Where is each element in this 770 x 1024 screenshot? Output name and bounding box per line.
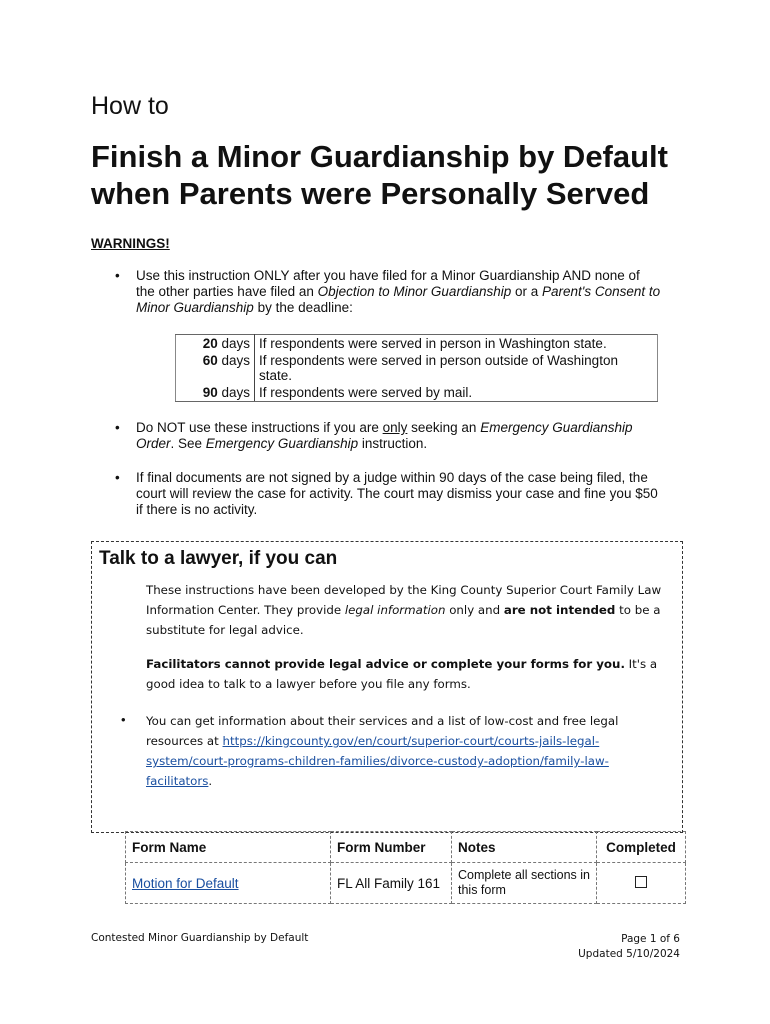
lawyer-bullet-text: You can get information about their services and a list of low-cost and free legal resources at https://kingcounty.gov/en/court/superior-court/courts-jails-legal-system/court-programs-children-families/divorce-custody-adoption/family-law-facilitators. (146, 714, 619, 788)
warning-bullet-3-text: If final documents are not signed by a judge within 90 days of the case being filed, the court will review the case for activity. The court may dismiss your case and fine you $50 if there is no activity. (136, 470, 658, 517)
deadline-row (176, 352, 658, 384)
completed-checkbox[interactable] (635, 876, 647, 888)
deadline-row (176, 384, 658, 402)
pre-title: How to (91, 92, 169, 120)
deadline-condition: If respondents were served by mail. (255, 384, 658, 402)
completed-cell (597, 863, 686, 904)
title-line-2: when Parents were Personally Served (91, 176, 650, 211)
form-name-cell (126, 863, 331, 904)
warning-bullet-1-text: Use this instruction ONLY after you have filed for a Minor Guardianship AND none of the other parties have filed an Objection to Minor Guardianship or a Parent's Consent to Minor Guardianship by the deadline: (136, 268, 661, 315)
deadline-row (176, 335, 658, 353)
bullet-dot-icon: • (115, 420, 120, 435)
forms-table (125, 831, 686, 904)
motion-for-default-link[interactable]: Motion for Default (132, 875, 239, 891)
lawyer-callout-title: Talk to a lawyer, if you can (99, 548, 338, 569)
page-number: Page 1 of 6 (621, 933, 680, 945)
page-title (91, 138, 731, 212)
updated-date: Updated 5/10/2024 (578, 948, 680, 960)
warning-bullet-2-text: Do NOT use these instructions if you are only seeking an Emergency Guardianship Order. See Emergency Guardianship instruction. (136, 420, 633, 451)
deadline-table (175, 334, 658, 402)
lawyer-paragraph-1: These instructions have been developed by the King County Superior Court Family Law Information Center. They provide legal information only and are not intended to be a substitute for legal advice. (146, 583, 662, 637)
column-header-completed: Completed (597, 832, 686, 863)
footer-page-info (578, 932, 680, 962)
column-header-form-number: Form Number (331, 832, 452, 863)
column-header-form-name: Form Name (126, 832, 331, 863)
deadline-days: 20 days (176, 335, 255, 353)
lawyer-paragraph-2: Facilitators cannot provide legal advice or complete your forms for you. It's a good idea to talk to a lawyer before you file any forms. (146, 657, 658, 691)
bullet-dot-icon: • (121, 712, 126, 727)
bullet-dot-icon: • (115, 268, 120, 283)
deadline-days: 90 days (176, 384, 255, 402)
deadline-condition: If respondents were served in person in Washington state. (255, 335, 658, 353)
forms-table-header (126, 832, 686, 863)
form-notes-cell: Complete all sections in this form (452, 863, 597, 904)
facilitators-link[interactable]: https://kingcounty.gov/en/court/superior-court/courts-jails-legal-system/court-programs-children-families/divorce-custody-adoption/family-law-facilitators (146, 734, 609, 788)
bullet-dot-icon: • (115, 470, 120, 485)
table-row (126, 863, 686, 904)
title-line-1: Finish a Minor Guardianship by Default (91, 139, 668, 174)
form-number-cell: FL All Family 161 (331, 863, 452, 904)
column-header-notes: Notes (452, 832, 597, 863)
footer-document-title: Contested Minor Guardianship by Default (91, 932, 309, 944)
deadline-condition: If respondents were served in person outside of Washington state. (255, 352, 658, 384)
deadline-days: 60 days (176, 352, 255, 384)
warnings-heading: WARNINGS! (91, 236, 170, 251)
